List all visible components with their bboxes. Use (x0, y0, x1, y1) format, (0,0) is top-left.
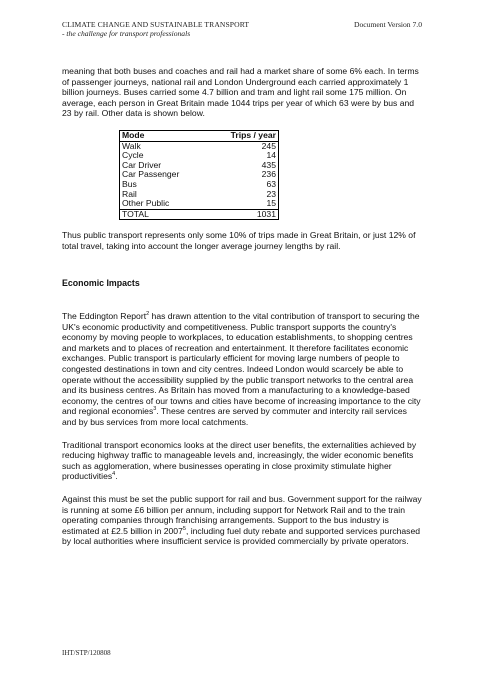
text-run: Against this must be set the public support for rail and bus. Government support for the railway is running at some £6 billion per annum, including support for Network Rail and to the train operating companies through franchising arrangements. Support to the bus industry is estimated at £2.5 billion in 2007 (62, 494, 422, 536)
table-row (120, 170, 279, 180)
column-header-mode: Mode (120, 130, 221, 141)
mode-cell: Car Driver (122, 159, 162, 170)
mode-cell: Cycle (122, 150, 144, 161)
text-run: Traditional transport economics looks at the direct user benefits, the externalities achieved by reducing highway traffic to manageable levels and, increasingly, the wider economic benefits such as agglomeration, where businesses operating in close proximity stimulate higher productivities (62, 439, 417, 482)
total-label: TOTAL (120, 209, 221, 220)
text-run: has drawn attention to the vital contribution of transport to securing the UK's economic productivity and competitiveness. Public transport supports the country's economy by moving people to workplaces, to education establishments, to shopping centres and markets and to places of recreation and entertainment. It therefore facilitates economic exchanges. Public transport is particularly efficient for moving large numbers of people to congested destinations in town and city centres. Indeed London would scarcely be able to operate without the accessibility supplied by the public transport networks to the central area and its business centres. As Britain has moved from a manufacturing to a knowledge-based economy, the centres of our towns and cities have become of increasing importance to the city and regional economies (62, 311, 421, 417)
mode-cell: Bus (122, 178, 137, 189)
trips-cell: 63 (266, 178, 276, 189)
paragraph-public-transport-share: Thus public transport represents only some 10% of trips made in Great Britain, or just 12% of total travel, taking into account the longer average journey lengths by rail. (62, 230, 416, 251)
mode-cell: Car Passenger (122, 169, 180, 180)
table-header-row (120, 130, 279, 141)
table-row (120, 180, 279, 190)
column-header-trips: Trips / year (220, 130, 279, 141)
paragraph-market-share: meaning that both buses and coaches and rail had a market share of some 6% each. In terms of passenger journeys, national rail and London Underground each carried approximately 1 billion journeys. Buses carried some 4.7 billion and tram and light rail some 175 million. On average, each person in Great Britain made 1044 trips per year of which 63 were by bus and 23 by rail. Other data is shown below. (62, 66, 419, 119)
trips-cell: 245 (261, 140, 276, 151)
page-body (62, 66, 422, 547)
mode-cell: Rail (122, 188, 137, 199)
mode-cell: Other Public (122, 198, 170, 209)
header-left (62, 20, 302, 38)
text-run: . (115, 471, 118, 482)
table-total-row (120, 209, 279, 220)
text-run: . These centres are served by commuter and intercity rail services and by bus services from more local catchments. (62, 406, 407, 428)
footnote-ref: 3 (153, 406, 157, 413)
trips-table (119, 130, 279, 220)
mode-cell: Walk (122, 140, 141, 151)
paragraph-traditional-economics (62, 440, 422, 482)
trips-cell: 435 (261, 159, 276, 170)
section-heading-economic-impacts: Economic Impacts (62, 277, 140, 288)
trips-cell: 15 (266, 198, 276, 209)
footnote-ref: 4 (112, 471, 116, 478)
page-footer-reference: IHT/STP/120808 (62, 649, 111, 657)
trips-cell: 14 (266, 150, 276, 161)
document-version: Document Version 7.0 (354, 20, 422, 29)
footnote-ref: 5 (182, 525, 186, 532)
text-run: The Eddington Report (62, 311, 147, 322)
text-run: , including fuel duty rebate and supported services purchased by local authorities where insufficient service is provided commercially by private operators. (62, 525, 421, 547)
trips-cell: 23 (266, 188, 276, 199)
document-subtitle: - the challenge for transport professionals (62, 29, 191, 38)
trips-cell: 236 (261, 169, 276, 180)
table-row (120, 199, 279, 209)
total-value: 1031 (220, 209, 279, 220)
paragraph-eddington-report (62, 311, 422, 428)
footnote-ref: 2 (146, 311, 150, 318)
document-title: CLIMATE CHANGE AND SUSTAINABLE TRANSPORT (62, 20, 250, 29)
paragraph-public-support (62, 494, 422, 547)
